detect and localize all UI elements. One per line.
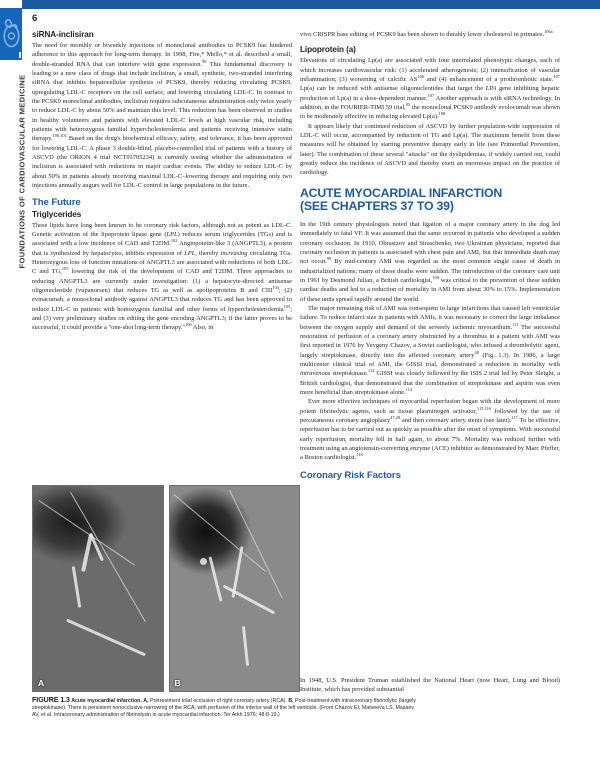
caption-text-a: Pretreatment total occlusion of right coronary artery (RCA). — [148, 698, 287, 704]
ami3-text-c: and then coronary artery stents (see later). — [400, 417, 512, 425]
ref-106: 106 — [185, 322, 192, 328]
text-column-left — [32, 30, 292, 333]
paragraph-ami-fibrinolytics — [300, 397, 560, 462]
ami3-text-b: followed by the use of percutaneous coronary angioplasty — [300, 407, 560, 425]
emph-increasing: increasing — [220, 249, 248, 257]
ami3-text-d: To be effective, reperfusion has to be carried out as quickly as possible after the onset of symptoms. With successful early reperfusion, mortality fell in half again, to about 7%. Mortality was reduced further with treatment using an angiotensin-converting enzyme (ACE) inhibitor as demonstrated by Marc Pfeffer, a Boston cardiologist. — [300, 417, 560, 462]
lpa-text-d: gene inhibiting hepatic production of Lp(a) in a dose-dependent manner. — [300, 85, 560, 102]
ami2-text-a: The major remaining risk of AMI was consequent to large infarctions that caused left ventricular failure. To reduce infarct size in patients with AMIs, it was necessary to correct the large imbalance between the oxygen supply and demand of the severely ischemic myocardium. — [300, 304, 560, 331]
ref-ami-99: 99 — [326, 256, 332, 262]
ref-115-116: 115,116 — [476, 405, 491, 411]
tg-text-c: Angiopoietin-like 3 (ANGPTL3), a protein that is synthesized by hepatocytes, inhibits expression of — [32, 240, 293, 257]
ref-107b: 107 — [427, 92, 435, 98]
ref-102: 102 — [170, 238, 178, 244]
figure-title: Acute myocardial infarction. — [71, 698, 142, 704]
paragraph-ascvd: It appears likely that continued reduction of ASCVD by further population-wide suppression of LDL-C will occur, accompanied by reduction of TG and Lp(a). The maximum benefit from these measures will be obtained by starting preventive therapy early in life (see Primordial Prevention, later). The combination of these several "attacks" on the dyslipidemias, if widely carried out, could greatly reduce the incidence of ASCVD and thereby exert an enormous impact on the practice of cardiology. — [300, 122, 560, 177]
ref-108: 108 — [438, 111, 446, 117]
angiogram-panel-b — [169, 485, 301, 692]
panel-letter-a: A — [38, 678, 45, 688]
ref-105: 105 — [283, 303, 291, 309]
figure-number: FIGURE 1.3 — [32, 695, 70, 704]
ami3-text-a: Ever more effective techniques of myocardial reperfusion began with the development of more potent fibrinolytic agents, such as tissue plasminogen activator, — [300, 398, 560, 415]
sirna-text-c: Based on the drug's biochemical efficacy, safety, and tolerance, it has been approved for lowering LDL-C. A phase 3 double-blind, placebo-controlled trial of patients with a history of ASCVD (the ORION 4 trial NCT03705234) is currently testing whether the administration of inclisiran is associated with reductions in major cardiac events. The ability to reduce LDL-C by about 50% in patients already receiving maximal LDL-C–lowering therapy and requiring only two injections annually augurs well for LDL-C control in large populations in the future. — [32, 135, 292, 189]
ami2-text-b: The successful restoration of perfusion of a coronary artery obstructed by a thrombus in a patient with AMI was first reported in 1976 by Yevgeny Chazov, a Soviet cardiologist, who infused a thrombolytic agent, largely streptokinase, directly into the affected coronary artery — [300, 323, 560, 359]
lpa-text-a: Elevations of circulating Lp(a) are associated with four interrelated phenotypic changes, each of which increases cardiovascular risk: (1) accelerated atherogenesis; (2) intensification of vascular inflammation; (3) worsening of calcific AS — [300, 57, 560, 83]
tg-text-g: ; (2) evinacumab, a monoclonal antibody against ANGPTL3 that reduces TG and has been approved to reduce LDL-C in patients with homozygous familial and other forms of hypercholesterolemia — [32, 286, 292, 313]
lpa-text-b: and (4) enhancement of a prothrombotic state. — [424, 75, 554, 83]
paragraph-lpa — [300, 56, 560, 121]
heading-acute-myocardial-infarction — [300, 187, 560, 214]
ref-103: 103 — [61, 266, 69, 272]
page-number: 6 — [32, 13, 38, 24]
figure-1-3 — [32, 485, 416, 719]
tg-text-f: lowering the risk of the development of CAD and T2DM. Three approaches to reducing ANGPTL3 are currently under investigation: (1) a hepatocyte-directed antisense oligonucleotide (vupanorsen) that reduces TG as well as apolipoproteins B and CIII — [32, 268, 293, 294]
ref-118: 118 — [356, 452, 363, 458]
heading-the-future: The Future — [32, 197, 81, 209]
paragraph-coronary-risk-factors: In 1948, U.S. President Truman established the National Heart (now Heart, Lung and Blood) Institute, which has provided substantial — [300, 677, 560, 694]
angiogram-panel-a — [32, 485, 164, 692]
ref-99: 99 — [202, 58, 207, 64]
heading-sirna-inclisiran: siRNA-inclisiran — [32, 30, 94, 39]
ami2-text-c: (Fig. 1.3). In 1986, a large multicenter clinical trial of AMI, the GISSI trial, demonstrated a reduction in mortality with — [300, 351, 560, 368]
caption-label-a: A, — [143, 698, 149, 704]
lpa-text-e: Another approach is with siRNA technology. In addition, in the FOURIER-TIMI 59 trial, — [300, 94, 560, 111]
sidebar-part-title: FOUNDATIONS OF CARDIOVASCULAR MEDICINE — [17, 74, 27, 269]
paragraph-triglycerides — [32, 221, 292, 333]
ami1-text-c: was critical to the prevention of these sudden cardiac deaths and led to a reduction of mortality in AMI from about 30% to 15%. Implementation of these units spread rapidly around the world. — [300, 276, 561, 303]
tg-text-h: ; and (3) very preliminary studies on editing the gene encoding ANGPTL3; if the latter proves to be successful, it could provide a "one-shot long-term therapy." — [32, 305, 292, 332]
tg-text-d: , thereby — [195, 249, 221, 257]
sidebar-tick-rule — [19, 52, 21, 58]
ref-lpa-106: 106 — [417, 73, 424, 79]
ami1-text-b: By mid-century AMI was regarded as the most common single cause of death in industrialized nations; many of these deaths were sudden. The introduction of the coronary care unit in 1961 by Desmond Julian, a British cardiologist, — [300, 258, 561, 284]
heading-coronary-risk-factors: Coronary Risk Factors — [300, 469, 401, 481]
tg-text-i: Also, in — [191, 324, 214, 332]
emph-intravenous: intravenous — [300, 370, 331, 378]
text-column-right-bottom — [300, 676, 560, 695]
ref-107a: 107 — [553, 73, 560, 79]
figure-caption — [32, 696, 416, 719]
paragraph-sirna — [32, 41, 292, 191]
ref-114: 114 — [405, 386, 413, 392]
ami2-text-e: GISSI was closely followed by the ISIS 2 trial led by Peter Sleight, a British cardiologist, that demonstrated that the combination of streptokinase and aspirin was even more beneficial than streptokinase alone. — [300, 370, 560, 397]
gene-lpl-2: LPL — [184, 249, 196, 257]
ref-117: 117 — [511, 414, 518, 420]
lpa-text-c: Lp(a) can be reduced with antisense oligonucleotides that target the — [300, 85, 486, 93]
sirna-text-a: The need for monthly or biweekly injections of monoclonal antibodies to PCSK9 has hindered adherence to this approach for long-term therapy. In 1998, Fire,* Mello,* et al. described a small, double-stranded RNA that can interfere with gene expression. — [32, 41, 292, 68]
ref-47-28: 47,28 — [390, 414, 401, 420]
ref-112: 112 — [368, 368, 375, 374]
ami2-text-d: streptokinase. — [330, 370, 369, 378]
ref-104: 104 — [272, 284, 279, 290]
panel-letter-b: B — [174, 678, 181, 688]
paragraph-ami-reperfusion — [300, 304, 560, 397]
publisher-logo-icon — [1, 9, 21, 55]
top-rule-blue — [22, 0, 600, 9]
gene-lpl-1: LPL — [166, 230, 178, 238]
gene-lpa: LPA — [485, 85, 497, 93]
heading-triglycerides: Triglycerides — [32, 209, 82, 219]
ref-ami-100: 100 — [432, 274, 439, 280]
ref-48: 48 — [474, 349, 479, 355]
crispr-text: vivo CRISPR base editing of PCSK9 has been shown to durably lower cholesterol in primates. — [300, 31, 545, 38]
text-column-right — [300, 30, 560, 482]
tg-text-b: ) reduces serum triglycerides (TGs) and is associated with a low incidence of CAD and T2DM. — [32, 230, 293, 248]
caption-label-b: B, — [288, 698, 294, 704]
ref-100-101: 100,101 — [52, 133, 67, 139]
paragraph-crispr — [300, 30, 560, 39]
tg-text-e: circulating TGs. Heterozygous loss of function mutations of ANGPTL3 are associated with reductions of both LDL-C and TG, — [32, 249, 292, 276]
tg-text-a: These lipids have long been known to be coronary risk factors, although not as potent as LDL-C. Genetic activation of the lipoprotein lipase gene ( — [32, 221, 292, 238]
ref-111: 111 — [512, 321, 519, 327]
ref-95: 95 — [405, 101, 411, 107]
ami-heading-line2: (SEE CHAPTERS 37 TO 39) — [300, 199, 454, 214]
heading-lipoprotein-a: Lipoprotein (a) — [300, 45, 356, 55]
caption-text-b: Post-treatment with intracoronary fibrinolytic (largely streptokinase). There is persistent nonocclusive narrowing of the RCA, with perfusion of the inferior wall of the left ventricle. (From Chazov EI, Matveeva LS, Mazaev AV, et al. Intracoronary administration of fibrinolysin in acute myocardial infarction. Ter Arkh 1976; 48:8-19.) — [32, 698, 416, 719]
ami-heading-line1: ACUTE MYOCARDIAL INFARCTION — [300, 185, 503, 200]
ref-106a: 106a — [544, 28, 553, 34]
ami1-text-a: In the 19th century physiologists noted that ligation of a major coronary artery in the dog led immediately to fatal VF. It was assumed that the same occurred in patients who developed a sudden coronary occlusion. In 1910, Obrastzov and Straschenko, two Ukrainian physicians, reported that coronary occlusion in patients is associated with chest pain and AMI, but that immediate death may not occur. — [300, 220, 560, 266]
lpa-text-f: the monoclonal PCSK9 antibody evolocumab was shown to be moderately effective in reducing elevated Lp(a). — [300, 103, 561, 121]
figure-image-pair — [32, 485, 300, 692]
sirna-text-b: This fundamental discovery is leading to a new class of drugs that include inclisiran, a small, synthetic, two-stranded interfering siRNA that inhibits hepatocellular synthesis of PCSK9, thereby reducing circulating PCSK9, upregulating LDL-C receptors on the cell surface, and lowering circulating LDL-C. In contrast to the PCSK9 monoclonal antibodies, inclisiran requires subcutaneous administration only twice yearly to reduce LDL-C by about 50% and maintain this level. This reduction has been observed in studies in healthy volunteers and patients with elevated LDL-C levels at high vascular risk, including patients with heterozygous familial hypercholesterolemia and patients receiving intensive statin therapy. — [32, 60, 292, 143]
sidebar — [0, 0, 27, 768]
paragraph-ami-history — [300, 220, 560, 304]
